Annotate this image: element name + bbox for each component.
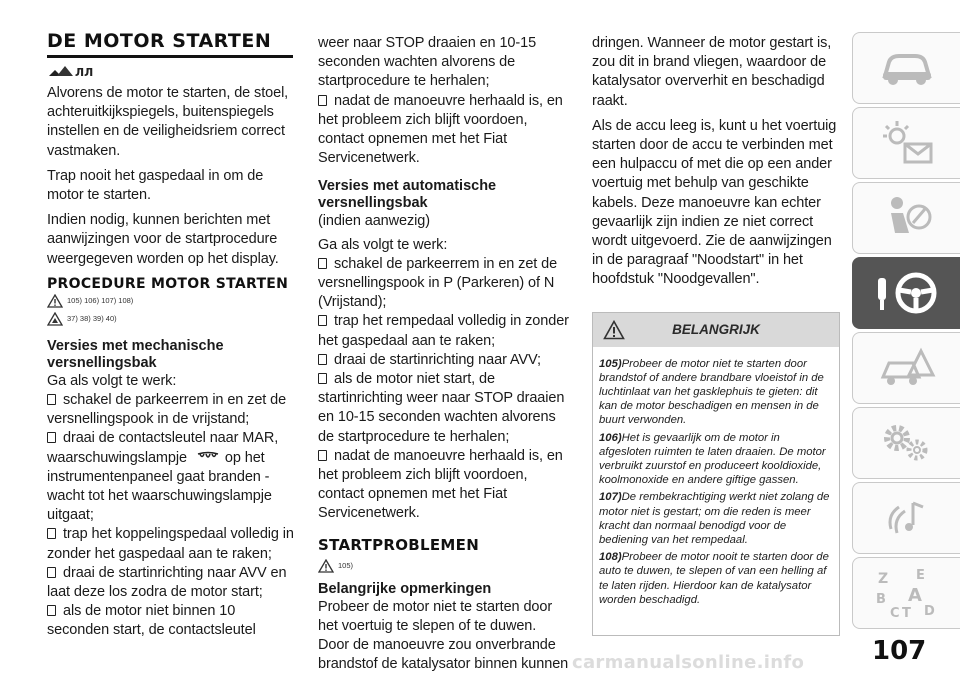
svg-text:D: D [923, 604, 935, 619]
checkbox-bullet-icon [47, 394, 56, 405]
chapter-tabs [852, 32, 960, 632]
list-item: trap het koppelingspedaal volledig in zonder het gaspedaal aan te raken; [47, 526, 294, 562]
checkbox-bullet-icon [318, 354, 327, 365]
tab-safety[interactable] [852, 182, 960, 254]
list-item: trap het rempedaal volledig in zonder het gaspedaal aan te raken; [318, 313, 569, 349]
checkbox-bullet-icon [318, 95, 327, 106]
version-badge-icon [47, 62, 299, 84]
warning-box [592, 312, 840, 636]
notes-text: Probeer de motor niet te starten door het voertuig te slepen of te duwen. Door de manoeuvre zou onverbrande brandstof de katalysator binnen kunnen [318, 598, 569, 673]
maintenance-gears-icon [877, 418, 937, 468]
list-item: als de motor niet start, de startinrichting weer naar STOP draaien en 10-15 seconden wachten alvorens de startprocedure te herhalen; [318, 371, 565, 445]
checkbox-bullet-icon [318, 258, 327, 269]
car-dashboard-icon [879, 48, 935, 88]
warning-item: 107)De rembekrachtiging werkt niet zolang de motor niet is gestart; om die reden is meer kracht dan normaal benodigd voor de bediening van het rempedaal. [599, 491, 830, 547]
intro-paragraph: Trap nooit het gaspedaal in om de motor te starten. [47, 167, 264, 204]
paragraph: Als de accu leeg is, kunt u het voertuig starten door de accu te verbinden met een hulpaccu of met die op een ander voertuig met behulp van geschikte kabels. Deze manoeuvre kan echter gevaarlijk zijn indien ze niet correct wordt uitgevoerd. Zie de aanwijzingen in de paragraaf "Noodstart" in het hoofdstuk "Noodgevallen". [592, 117, 837, 288]
svg-text:Z: Z [877, 571, 888, 587]
caution-hand-icon [47, 312, 63, 326]
list-item: draai de contactsleutel naar MAR, waarschuwingslampje op het instrumentenpaneel gaat branden - wacht tot het waarschuwingslampje uitgaat; [47, 430, 279, 524]
title-underline [47, 55, 293, 58]
auto-lead: Ga als volgt te werk: [318, 236, 448, 253]
checkbox-bullet-icon [47, 528, 56, 539]
index-letters-icon [872, 565, 942, 621]
safety-airbag-icon [879, 193, 935, 243]
intro-paragraph: Alvorens de motor te starten, de stoel, achteruitkijkspiegels, buitenspiegels instellen en de veiligheidsriem correct vastmaken. [47, 85, 289, 159]
multimedia-icon [877, 493, 937, 543]
column-3 [592, 34, 842, 636]
auto-subtitle: (indien aanwezig) [318, 213, 430, 230]
list-item: nadat de manoeuvre herhaald is, en het probleem zich blijft voordoen, contact opnemen met het Fiat Servicenetwerk. [318, 447, 563, 522]
problems-title: STARTPROBLEMEN [318, 535, 480, 554]
warning-item: 108)Probeer de motor nooit te starten door de auto te duwen, te slepen of van een helling af te laten rijden. Hierdoor kan de katalysator worden beschadigd. [599, 551, 829, 606]
warning-lights-icon [877, 118, 937, 168]
intro-paragraph: Indien nodig, kunnen berichten met aanwijzingen voor de startprocedure weergegeven worden op het display. [47, 212, 279, 267]
breakdown-warning-icon [877, 343, 937, 393]
column-2 [318, 34, 570, 674]
mech-lead: Ga als volgt te werk: [47, 372, 177, 389]
svg-text:C: C [889, 606, 900, 621]
watermark: carmanualsonline.info [572, 652, 805, 673]
auto-title: Versies met automatische versnellingsbak [318, 178, 497, 212]
svg-text:B: B [875, 592, 886, 607]
checkbox-bullet-icon [47, 432, 56, 443]
paragraph: dringen. Wanneer de motor gestart is, zou dit in brand vliegen, waardoor de katalysator oververhit en beschadigd raakt. [592, 35, 832, 109]
list-item: draai de startinrichting naar AVV en laat deze los zodra de motor start; [47, 564, 287, 601]
warning-title: BELANGRIJK [672, 322, 760, 338]
checkbox-bullet-icon [318, 450, 327, 461]
checkbox-bullet-icon [318, 373, 327, 384]
glow-plug-warning-icon [195, 451, 221, 463]
column-1 [47, 30, 299, 641]
list-item: draai de startinrichting naar AVV; [318, 351, 570, 370]
warning-refs: 105) 106) 107) 108) [47, 292, 299, 310]
tab-warning-lights[interactable] [852, 107, 960, 179]
section-title: DE MOTOR STARTEN [47, 30, 272, 52]
checkbox-bullet-icon [47, 567, 56, 578]
tab-maintenance[interactable] [852, 407, 960, 479]
tab-index[interactable] [852, 557, 960, 629]
problems-refs: 105) [318, 557, 570, 575]
svg-text:ЛЛ: ЛЛ [75, 66, 94, 79]
checkbox-bullet-icon [47, 605, 56, 616]
svg-text:E: E [915, 568, 925, 583]
warning-item: 106)Het is gevaarlijk om de motor in afgesloten ruimten te laten draaien. De motor verbruikt zuurstof en produceert kooldioxide, koolmonoxide en andere giftige gassen. [599, 431, 826, 487]
mech-title: Versies met mechanische versnellingsbak [47, 337, 224, 371]
list-item: nadat de manoeuvre herhaald is, en het probleem zich blijft voordoen, contact opnemen met het Fiat Servicenetwerk. [318, 92, 563, 167]
page-number: 107 [872, 636, 927, 666]
tab-emergency[interactable] [852, 332, 960, 404]
list-item: als de motor niet binnen 10 seconden start, de contactsleutel [47, 603, 256, 639]
warning-header [593, 313, 839, 347]
svg-text:A: A [907, 585, 922, 606]
steering-key-icon [872, 268, 942, 318]
tab-car-dashboard[interactable] [852, 32, 960, 104]
notes-title: Belangrijke opmerkingen [318, 580, 492, 597]
list-item: schakel de parkeerrem in en zet de versnellingspook in de vrijstand; [47, 392, 287, 428]
procedure-title: PROCEDURE MOTOR STARTEN [47, 275, 289, 292]
continued-text: weer naar STOP draaien en 10-15 seconden wachten alvorens de startprocedure te herhalen; [318, 35, 537, 90]
tab-starting-driving[interactable] [852, 257, 960, 329]
list-item: schakel de parkeerrem in en zet de versnellingspook in P (Parkeren) of N (Vrijstand); [318, 255, 558, 311]
checkbox-bullet-icon [318, 315, 327, 326]
warning-triangle-icon [318, 559, 334, 573]
caution-refs: 37) 38) 39) 40) [47, 310, 299, 328]
warning-triangle-icon [47, 294, 63, 308]
warning-item: 105)Probeer de motor niet te starten door brandstof of andere brandbare vloeistof in de luchtinlaat van het gasklephuis te gieten: dit kan de motor beschadigen en mensen in de buurt verwonden. [599, 357, 824, 427]
warning-body [593, 347, 839, 613]
svg-text:T: T [901, 606, 911, 621]
tab-multimedia[interactable] [852, 482, 960, 554]
